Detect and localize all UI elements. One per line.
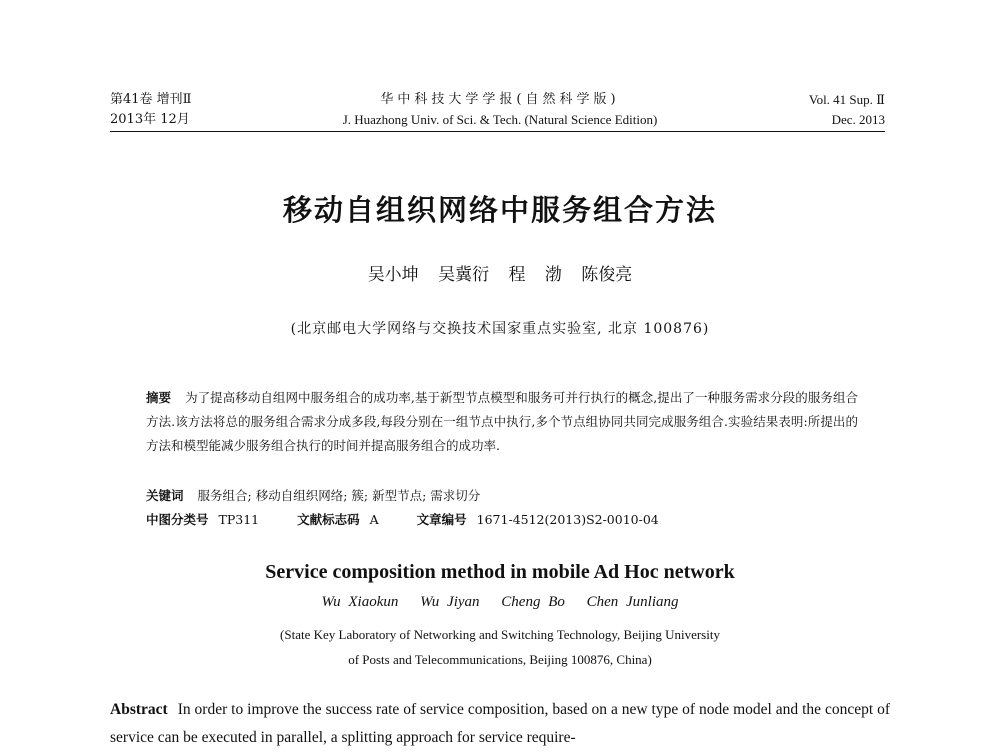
abstract-cn-text: 为了提高移动自组网中服务组合的成功率,基于新型节点模型和服务可并行执行的概念,提出了一种服务需求分段的服务组合方法.该方法将总的服务组合需求分成多段,每段分别在一组节点中执行,多个节点组协同共同完成服务组合.实验结果表明:所提出的方法和模型能减少服务组合执行的时间并提高服务组合的成功率. [146, 390, 858, 453]
abstract-cn-label: 摘要 [146, 390, 172, 405]
affiliation-cn: (北京邮电大学网络与交换技术国家重点实验室, 北京 100876) [290, 321, 710, 337]
abstract-en-label: Abstract [110, 701, 168, 718]
paper-title-en: Service composition method in mobile Ad Hoc network [265, 561, 735, 583]
keywords-cn [146, 484, 858, 508]
article-no-value: 1671-4512(2013)S2-0010-04 [476, 512, 659, 527]
header-date-en: Dec. 2013 [831, 112, 885, 127]
affiliation-en-line1: (State Key Laboratory of Networking and Switching Technology, Beijing University [280, 627, 720, 642]
header-journal-cn: 华中科技大学学报(自然科学版) [380, 92, 620, 107]
header-rule [110, 131, 885, 132]
header-issue-en [809, 90, 885, 130]
abstract-cn [146, 386, 858, 458]
header-volume-en: Vol. 41 Sup. Ⅱ [808, 92, 885, 107]
author-en-4: Chen Junliang [586, 594, 679, 610]
header-journal-en: J. Huazhong Univ. of Sci. & Tech. (Natural Science Edition) [342, 112, 658, 127]
clc-value: TP311 [218, 512, 260, 527]
keywords-cn-label: 关键词 [146, 488, 184, 503]
affiliation-en-line2: of Posts and Telecommunications, Beijing 100876, China) [348, 652, 652, 667]
paper-title-cn: 移动自组织网络中服务组合方法 [282, 193, 717, 227]
doc-code-label: 文献标志码 [297, 512, 360, 527]
doc-code-item [297, 512, 379, 527]
affiliation-en [0, 622, 1000, 672]
clc-label: 中图分类号 [146, 512, 209, 527]
author-en-3: Cheng Bo [501, 594, 565, 610]
author-en-1: Wu Xiaokun [321, 594, 399, 610]
author-en-2: Wu Jiyan [420, 594, 480, 610]
classification-line [146, 508, 858, 532]
doc-code-value: A [369, 512, 379, 527]
authors-cn: 吴小坤 吴冀衍 程 渤 陈俊亮 [367, 265, 633, 285]
article-no-label: 文章编号 [416, 512, 467, 527]
clc-item [146, 512, 259, 527]
article-no-item [417, 512, 659, 527]
abstract-en-text: In order to improve the success rate of service composition, based on a new type of node model and the concept of service can be executed in parallel, a splitting approach for service require- [110, 701, 890, 746]
authors-en [0, 594, 1000, 611]
header-volume: 第41卷 增刊Ⅱ [110, 92, 192, 107]
keywords-cn-text: 服务组合; 移动自组织网络; 簇; 新型节点; 需求切分 [197, 488, 481, 503]
header-journal [250, 90, 750, 130]
header-issue [110, 90, 192, 130]
abstract-en [110, 696, 890, 752]
header-date-cn: 2013年 12月 [110, 112, 190, 127]
